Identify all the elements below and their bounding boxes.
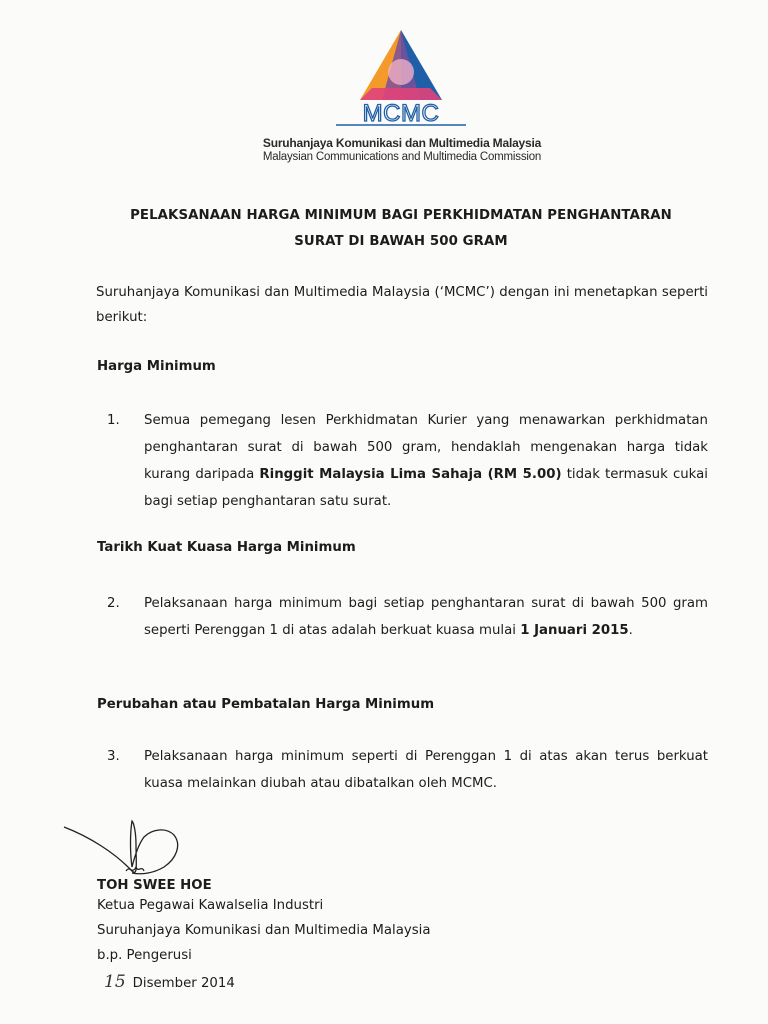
- section-heading-harga-minimum: Harga Minimum: [97, 359, 216, 374]
- signatory-organization: Suruhanjaya Komunikasi dan Multimedia Malaysia: [97, 923, 431, 938]
- letter-date: [104, 972, 235, 992]
- title-line-1: PELAKSANAAN HARGA MINIMUM BAGI PERKHIDMATAN PENGHANTARAN: [130, 208, 672, 223]
- signatory-on-behalf: b.p. Pengerusi: [97, 948, 192, 963]
- paragraph-number: 1.: [107, 413, 120, 428]
- effective-date: 1 Januari 2015: [520, 623, 629, 638]
- logo-text: MCMC: [362, 100, 440, 127]
- paragraph-number: 3.: [107, 749, 120, 764]
- org-name-ms: Suruhanjaya Komunikasi dan Multimedia Malaysia: [262, 136, 542, 150]
- date-day-handwritten: 15: [104, 972, 126, 992]
- section-heading-tarikh-kuat-kuasa: Tarikh Kuat Kuasa Harga Minimum: [97, 540, 356, 555]
- handwritten-signature: [60, 815, 200, 885]
- paragraph-body: Semua pemegang lesen Perkhidmatan Kurier yang menawarkan perkhidmatan penghantaran surat di bawah 500 gram, hendaklah mengenakan harga tidak kurang daripada Ringgit Malaysia Lima Sahaja (RM 5.00) tidak termasuk cukai bagi setiap penghantaran satu surat.: [144, 413, 708, 509]
- mcmc-logo: [330, 28, 470, 128]
- minimum-price: Ringgit Malaysia Lima Sahaja (RM 5.00): [259, 467, 562, 482]
- signatory-name: TOH SWEE HOE: [97, 878, 212, 893]
- letter-title: [96, 203, 706, 255]
- paragraph-number: 2.: [107, 596, 120, 611]
- date-month-year: Disember 2014: [132, 976, 235, 991]
- org-name-en: Malaysian Communications and Multimedia Commission: [262, 151, 542, 163]
- paragraph-body: Pelaksanaan harga minimum bagi setiap penghantaran surat di bawah 500 gram seperti Perenggan 1 di atas adalah berkuat kuasa mulai 1 Januari 2015.: [144, 596, 708, 638]
- signatory-position: Ketua Pegawai Kawalselia Industri: [97, 898, 324, 913]
- intro-paragraph: Suruhanjaya Komunikasi dan Multimedia Malaysia (‘MCMC’) dengan ini menetapkan seperti berikut:: [96, 285, 708, 325]
- section-heading-perubahan: Perubahan atau Pembatalan Harga Minimum: [97, 697, 435, 712]
- paragraph-body: Pelaksanaan harga minimum seperti di Perenggan 1 di atas akan terus berkuat kuasa melainkan diubah atau dibatalkan oleh MCMC.: [144, 749, 708, 791]
- title-line-2: SURAT DI BAWAH 500 GRAM: [294, 234, 508, 249]
